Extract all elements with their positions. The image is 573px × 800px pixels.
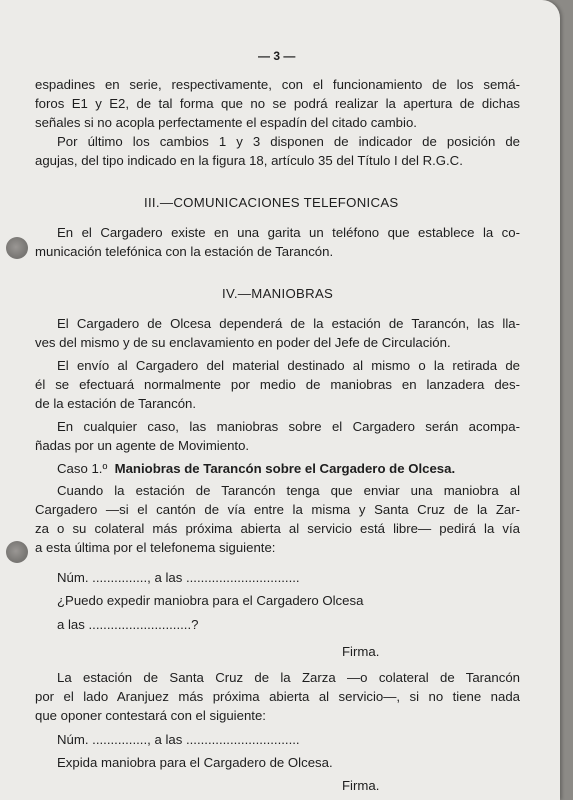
- form-time-line: a las ............................?: [57, 617, 199, 632]
- form-number-line: Núm. ..............., a las ...............................: [57, 732, 300, 747]
- binder-hole-bottom: [6, 541, 28, 563]
- text-line: En cualquier caso, las maniobras sobre el Cargadero serán acompa-: [57, 419, 520, 434]
- form-question-line: ¿Puedo expedir maniobra para el Cargadero Olcesa: [57, 593, 364, 608]
- page-number: — 3 —: [258, 49, 296, 63]
- text-line: Cuando la estación de Tarancón tenga que enviar una maniobra al: [57, 483, 520, 498]
- text-line: por el lado Aranjuez más próxima abierta al servicio—, si no tiene nada: [35, 689, 520, 704]
- text-line: El envío al Cargadero del material destinado al mismo o la retirada de: [57, 358, 520, 373]
- case-title: Maniobras de Tarancón sobre el Cargadero de Olcesa.: [114, 461, 456, 476]
- text-line: municación telefónica con la estación de Tarancón.: [35, 244, 334, 259]
- form-signature: Firma.: [342, 644, 380, 659]
- text-line: za o su colateral más próxima abierta al servicio está libre— pedirá la vía: [35, 521, 520, 536]
- text-line: él se efectuará normalmente por medio de maniobras en lanzadera des-: [35, 377, 520, 392]
- text-line: a esta última por el telefonema siguiente:: [35, 540, 276, 555]
- binder-hole-top: [6, 237, 28, 259]
- form-signature: Firma.: [342, 778, 380, 793]
- case-number: Caso 1.º: [57, 461, 108, 476]
- text-line: foros E1 y E2, de tal forma que no se podrá realizar la apertura de dichas: [35, 96, 520, 111]
- text-line: En el Cargadero existe en una garita un teléfono que establece la co-: [57, 225, 520, 240]
- case-heading: [57, 460, 455, 477]
- text-line: ves del mismo y de su enclavamiento en poder del Jefe de Circulación.: [35, 335, 451, 350]
- text-line: La estación de Santa Cruz de la Zarza —o colateral de Tarancón: [57, 670, 520, 685]
- text-line: señales si no acopla perfectamente el espadín del citado cambio.: [35, 115, 417, 130]
- form-reply-line: Expida maniobra para el Cargadero de Olcesa.: [57, 755, 333, 770]
- text-line: ñadas por un agente de Movimiento.: [35, 438, 250, 453]
- section-heading-comunicaciones: III.—COMUNICACIONES TELEFONICAS: [144, 195, 399, 210]
- text-line: El Cargadero de Olcesa dependerá de la estación de Tarancón, las lla-: [57, 316, 520, 331]
- form-number-line: Núm. ..............., a las ...............................: [57, 570, 300, 585]
- text-line: agujas, del tipo indicado en la figura 18, artículo 35 del Título I del R.G.C.: [35, 153, 463, 168]
- section-heading-maniobras: IV.—MANIOBRAS: [222, 286, 334, 301]
- text-line: de la estación de Tarancón.: [35, 396, 197, 411]
- text-line: espadines en serie, respectivamente, con el funcionamiento de los semá-: [35, 77, 520, 92]
- text-line: que oponer contestará con el siguiente:: [35, 708, 266, 723]
- text-line: Por último los cambios 1 y 3 disponen de indicador de posición de: [57, 134, 520, 149]
- text-line: Cargadero —si el cantón de vía entre la misma y Santa Cruz de la Zar-: [35, 502, 520, 517]
